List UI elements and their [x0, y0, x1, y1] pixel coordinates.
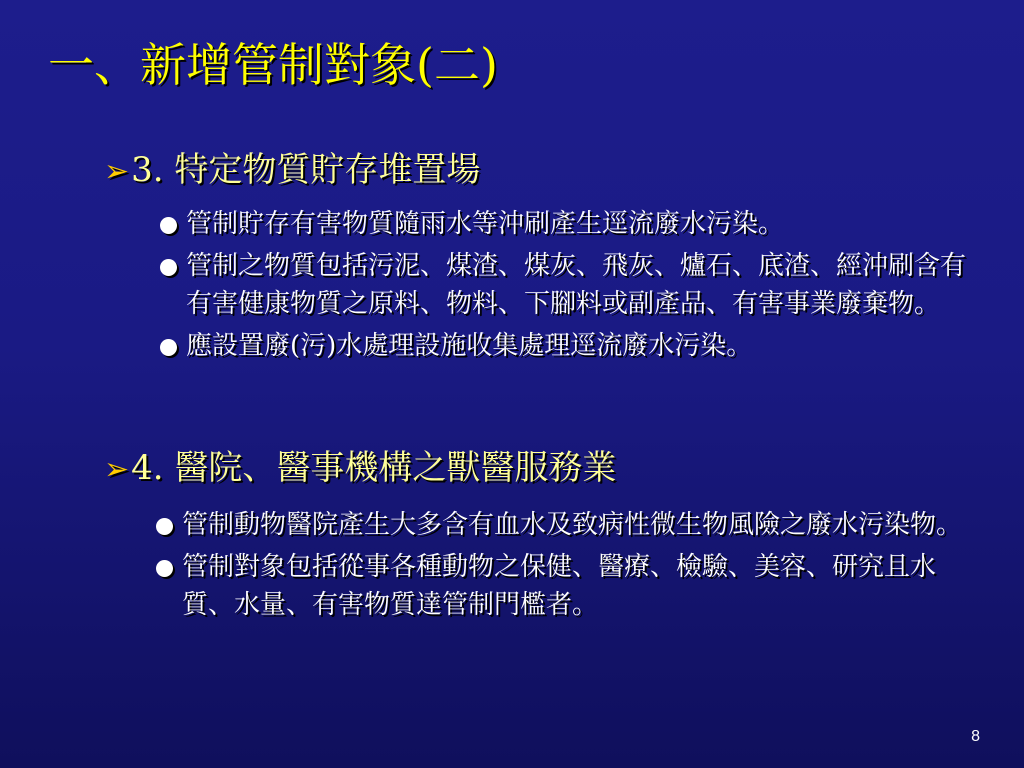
- bullet-item: [160, 327, 980, 365]
- bullet-dot-icon: [160, 217, 177, 234]
- bullet-list-storage-sites: [160, 205, 980, 369]
- bullet-text: 管制動物醫院產生大多含有血水及致病性微生物風險之廢水污染物。: [182, 510, 963, 540]
- bullet-dot-icon: [156, 560, 173, 577]
- bullet-dot-icon: [156, 518, 173, 535]
- section-heading-text: 3. 特定物質貯存堆置場: [131, 150, 481, 190]
- bullet-text: 管制貯存有害物質隨雨水等沖刷產生逕流廢水污染。: [186, 209, 785, 239]
- section-heading-veterinary: [104, 448, 616, 489]
- bullet-item: [156, 506, 976, 544]
- bullet-item: [156, 548, 976, 624]
- slide-title: 一、新增管制對象(二): [48, 38, 498, 92]
- arrow-bullet-icon: ➢: [104, 452, 130, 487]
- bullet-text: 應設置廢(污)水處理設施收集處理逕流廢水污染。: [186, 331, 753, 361]
- bullet-text: 管制之物質包括污泥、煤渣、煤灰、飛灰、爐石、底渣、經沖刷含有有害健康物質之原料、物料、下腳料或副產品、有害事業廢棄物。: [186, 251, 967, 319]
- bullet-dot-icon: [160, 339, 177, 356]
- bullet-dot-icon: [160, 259, 177, 276]
- bullet-item: [160, 247, 980, 323]
- page-number: 8: [971, 728, 980, 745]
- bullet-item: [160, 205, 980, 243]
- section-heading-text: 4. 醫院、醫事機構之獸醫服務業: [131, 448, 617, 488]
- bullet-list-veterinary: [156, 506, 976, 628]
- arrow-bullet-icon: ➢: [104, 154, 130, 189]
- section-heading-storage-sites: [104, 150, 480, 191]
- bullet-text: 管制對象包括從事各種動物之保健、醫療、檢驗、美容、研究且水質、水量、有害物質達管制門檻者。: [182, 552, 937, 620]
